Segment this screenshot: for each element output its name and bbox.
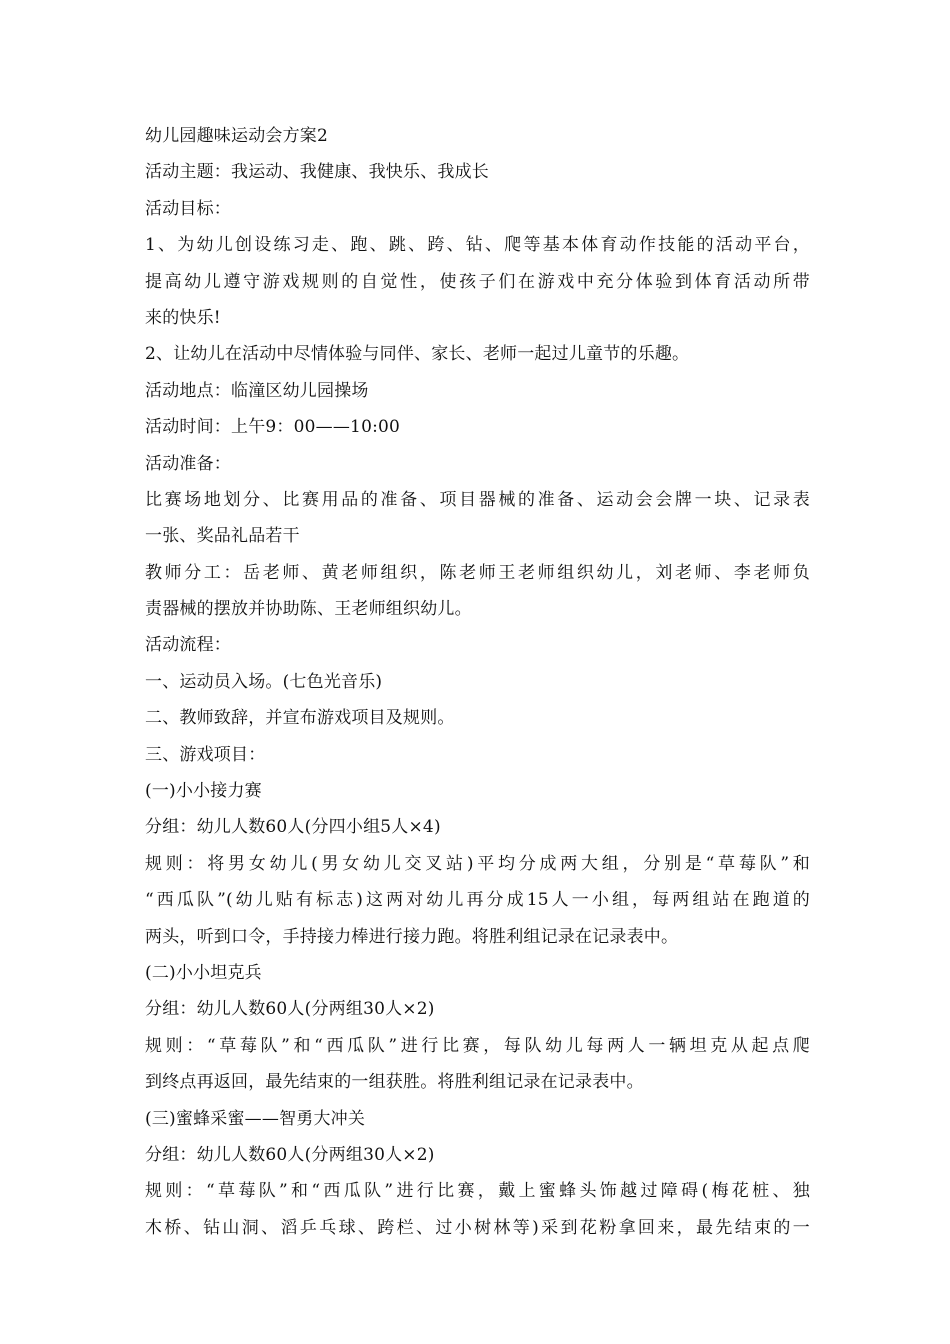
flow-step-3: 三、游戏项目：: [145, 744, 266, 765]
paragraph-line: 提高幼儿遵守游戏规则的自觉性，使孩子们在游戏中充分体验到体育活动所带: [145, 271, 810, 292]
paragraph-line: 比赛场地划分、比赛用品的准备、项目器械的准备、运动会会牌一块、记录表: [145, 489, 810, 510]
paragraph-line: 教师分工：岳老师、黄老师组织，陈老师王老师组织幼儿，刘老师、李老师负: [145, 562, 810, 583]
goal-2: 2、让幼儿在活动中尽情体验与同伴、家长、老师一起过儿童节的乐趣。: [145, 344, 690, 365]
flow-step-1: 一、运动员入场。(七色光音乐): [145, 671, 383, 692]
game-3-grouping: 分组：幼儿人数60人(分两组30人×2): [145, 1144, 435, 1165]
paragraph-line: 规则：将男女幼儿(男女幼儿交叉站)平均分成两大组，分别是“草莓队”和: [145, 853, 810, 874]
game-1-grouping: 分组：幼儿人数60人(分四小组5人×4): [145, 817, 441, 838]
game-1-title: (一)小小接力赛: [145, 781, 262, 802]
preparation-paragraph: [145, 482, 810, 555]
paragraph-line: 来的快乐!: [145, 307, 221, 328]
goal-1-paragraph: [145, 227, 810, 336]
paragraph-line: 两头，听到口令，手持接力棒进行接力跑。将胜利组记录在记录表中。: [145, 926, 679, 947]
paragraph-line: 规则：“草莓队”和“西瓜队”进行比赛，每队幼儿每两人一辆坦克从起点爬: [145, 1035, 810, 1056]
document-title: 幼儿园趣味运动会方案2: [145, 126, 329, 146]
activity-theme: 活动主题：我运动、我健康、我快乐、我成长: [145, 162, 489, 183]
flow-heading: 活动流程：: [145, 635, 231, 656]
goals-heading: 活动目标：: [145, 198, 231, 219]
paragraph-line: “西瓜队”(幼儿贴有标志)这两对幼儿再分成15人一小组，每两组站在跑道的: [145, 890, 810, 911]
paragraph-line: 一张、奖品礼品若干: [145, 526, 300, 547]
teacher-assignment-paragraph: [145, 555, 810, 628]
paragraph-line: 到终点再返回，最先结束的一组获胜。将胜利组记录在记录表中。: [145, 1072, 644, 1093]
game-2-rules: [145, 1028, 810, 1101]
paragraph-line: 责器械的摆放并协助陈、王老师组织幼儿。: [145, 599, 472, 620]
paragraph-line: 1、为幼儿创设练习走、跑、跳、跨、钻、爬等基本体育动作技能的活动平台，: [145, 235, 810, 256]
preparation-heading: 活动准备：: [145, 453, 231, 474]
document-body: [145, 118, 810, 1246]
game-3-title: (三)蜜蜂采蜜——智勇大冲关: [145, 1108, 366, 1129]
game-2-title: (二)小小坦克兵: [145, 962, 262, 983]
game-1-rules: [145, 846, 810, 955]
activity-time: 活动时间：上午9：00——10:00: [145, 417, 401, 438]
flow-step-2: 二、教师致辞，并宣布游戏项目及规则。: [145, 708, 455, 729]
game-3-rules: [145, 1173, 810, 1246]
paragraph-line: 木桥、钻山洞、滔乒乓球、跨栏、过小树林等)采到花粉拿回来，最先结束的一: [145, 1217, 810, 1238]
paragraph-line: 规则：“草莓队”和“西瓜队”进行比赛，戴上蜜蜂头饰越过障碍(梅花桩、独: [145, 1181, 810, 1202]
game-2-grouping: 分组：幼儿人数60人(分两组30人×2): [145, 999, 435, 1020]
activity-location: 活动地点：临潼区幼儿园操场: [145, 380, 369, 401]
